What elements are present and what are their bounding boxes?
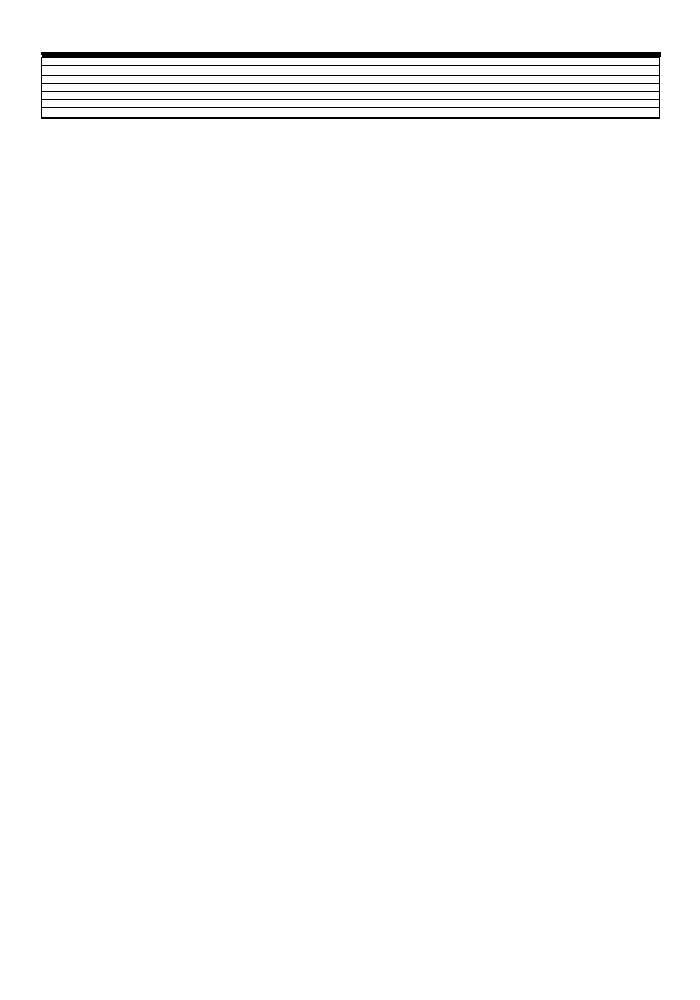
footnotes	[41, 58, 660, 119]
option-sheet	[41, 52, 660, 119]
footnotes-title	[42, 66, 659, 76]
abbreviations-title	[42, 108, 659, 118]
